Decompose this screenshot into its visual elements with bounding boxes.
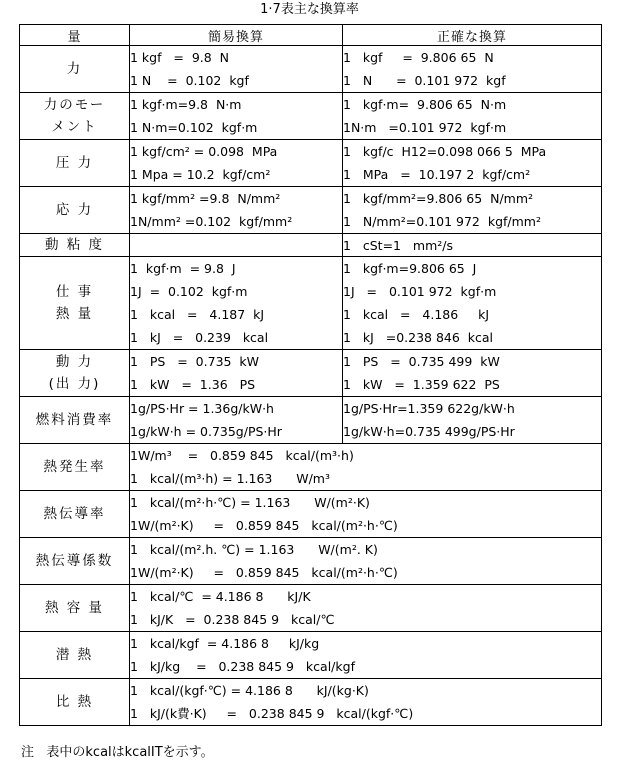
- quantity-cell: 熱伝導率: [20, 491, 130, 538]
- merged-cell: [130, 444, 602, 491]
- quantity-cell: 熱発生率: [20, 444, 130, 491]
- merged-line: 1W/(m²·K) = 0.859 845 kcal/(m²·h·℃): [130, 518, 398, 533]
- merged-line: 1 kcal/(m².h. ℃) = 1.163 W/(m². K): [130, 542, 378, 557]
- exact-cell: [343, 397, 602, 444]
- exact-cell: [343, 257, 602, 350]
- table-row: [20, 444, 602, 491]
- quantity-cell: 熱伝導係数: [20, 538, 130, 585]
- quantity-cell: 動 粘 度: [20, 234, 130, 257]
- table-row: [20, 585, 602, 632]
- exact-line: 1 kJ =0.238 846 kcal: [343, 330, 493, 345]
- exact-line: 1 N = 0.101 972 kgf: [343, 73, 506, 88]
- merged-line: 1W/m³ = 0.859 845 kcal/(m³·h): [130, 448, 354, 463]
- merged-line: 1 kcal/℃ = 4.186 8 kJ/K: [130, 589, 311, 604]
- exact-cell: [343, 234, 602, 257]
- table-row: [20, 538, 602, 585]
- exact-cell: [343, 140, 602, 187]
- simple-line: 1g/kW·h = 0.735g/PS·Hr: [130, 424, 282, 439]
- simple-cell: [130, 46, 343, 93]
- table-title: 1·7表主な換算率: [260, 2, 359, 17]
- simple-line: 1 kW = 1.36 PS: [130, 377, 256, 392]
- merged-line: 1 kJ/kg = 0.238 845 9 kcal/kgf: [130, 659, 355, 674]
- exact-cell: [343, 46, 602, 93]
- exact-cell: [343, 187, 602, 234]
- exact-line: 1 kgf·m= 9.806 65 N·m: [343, 97, 507, 112]
- quantity-cell: 比 熱: [20, 679, 130, 726]
- simple-cell: [130, 93, 343, 140]
- exact-cell: [343, 350, 602, 397]
- simple-line: 1 N = 0.102 kgf: [130, 73, 249, 88]
- quantity-cell: 潜 熱: [20, 632, 130, 679]
- merged-cell: [130, 538, 602, 585]
- table-row: [20, 46, 602, 93]
- simple-line: 1 kcal = 4.187 kJ: [130, 307, 265, 322]
- quantity-cell: 仕 事 熱 量: [20, 257, 130, 350]
- merged-line: 1 kcal/(m³·h) = 1.163 W/m³: [130, 471, 330, 486]
- merged-line: 1 kJ/K = 0.238 845 9 kcal/℃: [130, 612, 335, 627]
- header-exact: 正確な換算: [343, 25, 602, 46]
- simple-cell: [130, 350, 343, 397]
- header-quantity: 量: [20, 25, 130, 46]
- table-row: [20, 187, 602, 234]
- simple-line: 1 kJ = 0.239 kcal: [130, 330, 269, 345]
- merged-line: 1 kJ/(k費·K) = 0.238 845 9 kcal/(kgf·℃): [130, 706, 414, 721]
- table-row: [20, 234, 602, 257]
- simple-cell: [130, 257, 343, 350]
- table-row: [20, 632, 602, 679]
- merged-cell: [130, 632, 602, 679]
- conversion-table: [19, 24, 602, 726]
- exact-line: 1g/PS·Hr=1.359 622g/kW·h: [343, 401, 515, 416]
- exact-line: 1 PS = 0.735 499 kW: [343, 354, 500, 369]
- quantity-cell: 燃料消費率: [20, 397, 130, 444]
- table-row: [20, 93, 602, 140]
- exact-line: 1 kW = 1.359 622 PS: [343, 377, 500, 392]
- exact-line: 1 cSt=1 mm²/s: [343, 237, 454, 253]
- simple-line: [130, 235, 342, 256]
- simple-cell: [130, 397, 343, 444]
- exact-line: 1 kgf = 9.806 65 N: [343, 50, 494, 65]
- merged-line: 1 kcal/kgf = 4.186 8 kJ/kg: [130, 636, 320, 651]
- merged-cell: [130, 585, 602, 632]
- footnote: 注 表中のkcalはkcalITを示す。: [21, 745, 214, 760]
- table-row: [20, 140, 602, 187]
- table-row: [20, 491, 602, 538]
- simple-line: 1 PS = 0.735 kW: [130, 354, 260, 369]
- exact-line: 1 MPa = 10.197 2 kgf/cm²: [343, 167, 531, 182]
- merged-line: 1 kcal/(m²·h·℃) = 1.163 W/(m²·K): [130, 495, 370, 510]
- simple-cell: [130, 187, 343, 234]
- simple-line: 1 kgf·m=9.8 N·m: [130, 97, 242, 112]
- simple-line: 1J = 0.102 kgf·m: [130, 284, 248, 299]
- quantity-cell: 力のモー メント: [20, 93, 130, 140]
- table-row: [20, 679, 602, 726]
- quantity-cell: 力: [20, 46, 130, 93]
- simple-line: 1N/mm² =0.102 kgf/mm²: [130, 214, 293, 229]
- simple-line: 1 kgf/cm² = 0.098 MPa: [130, 144, 278, 159]
- merged-line: 1W/(m²·K) = 0.859 845 kcal/(m²·h·℃): [130, 565, 398, 580]
- merged-cell: [130, 491, 602, 538]
- table-row: [20, 350, 602, 397]
- simple-line: 1 Mpa = 10.2 kgf/cm²: [130, 167, 271, 182]
- simple-line: 1 kgf·m = 9.8 J: [130, 261, 236, 276]
- merged-line: 1 kcal/(kgf·℃) = 4.186 8 kJ/(kg·K): [130, 683, 369, 698]
- exact-line: 1 kgf/mm²=9.806 65 N/mm²: [343, 191, 534, 206]
- merged-cell: [130, 679, 602, 726]
- quantity-cell: 圧 力: [20, 140, 130, 187]
- quantity-cell: 熱 容 量: [20, 585, 130, 632]
- exact-line: 1J = 0.101 972 kgf·m: [343, 284, 497, 299]
- exact-line: 1N·m =0.101 972 kgf·m: [343, 120, 507, 135]
- simple-line: 1 N·m=0.102 kgf·m: [130, 120, 258, 135]
- table-row: [20, 397, 602, 444]
- quantity-cell: 応 力: [20, 187, 130, 234]
- simple-cell: [130, 140, 343, 187]
- header-row: [20, 25, 602, 46]
- simple-line: 1 kgf = 9.8 N: [130, 50, 230, 65]
- simple-line: 1 kgf/mm² =9.8 N/mm²: [130, 191, 281, 206]
- simple-cell: [130, 234, 343, 257]
- table-body: [20, 46, 602, 726]
- exact-line: 1g/kW·h=0.735 499g/PS·Hr: [343, 424, 515, 439]
- exact-line: 1 kcal = 4.186 kJ: [343, 307, 490, 322]
- exact-line: 1 kgf·m=9.806 65 J: [343, 261, 477, 276]
- simple-line: 1g/PS·Hr = 1.36g/kW·h: [130, 401, 274, 416]
- exact-cell: [343, 93, 602, 140]
- header-simple: 簡易換算: [130, 25, 343, 46]
- exact-line: 1 N/mm²=0.101 972 kgf/mm²: [343, 214, 541, 229]
- table-row: [20, 257, 602, 350]
- quantity-cell: 動 力 (出 力): [20, 350, 130, 397]
- exact-line: 1 kgf/c H12=0.098 066 5 MPa: [343, 144, 547, 159]
